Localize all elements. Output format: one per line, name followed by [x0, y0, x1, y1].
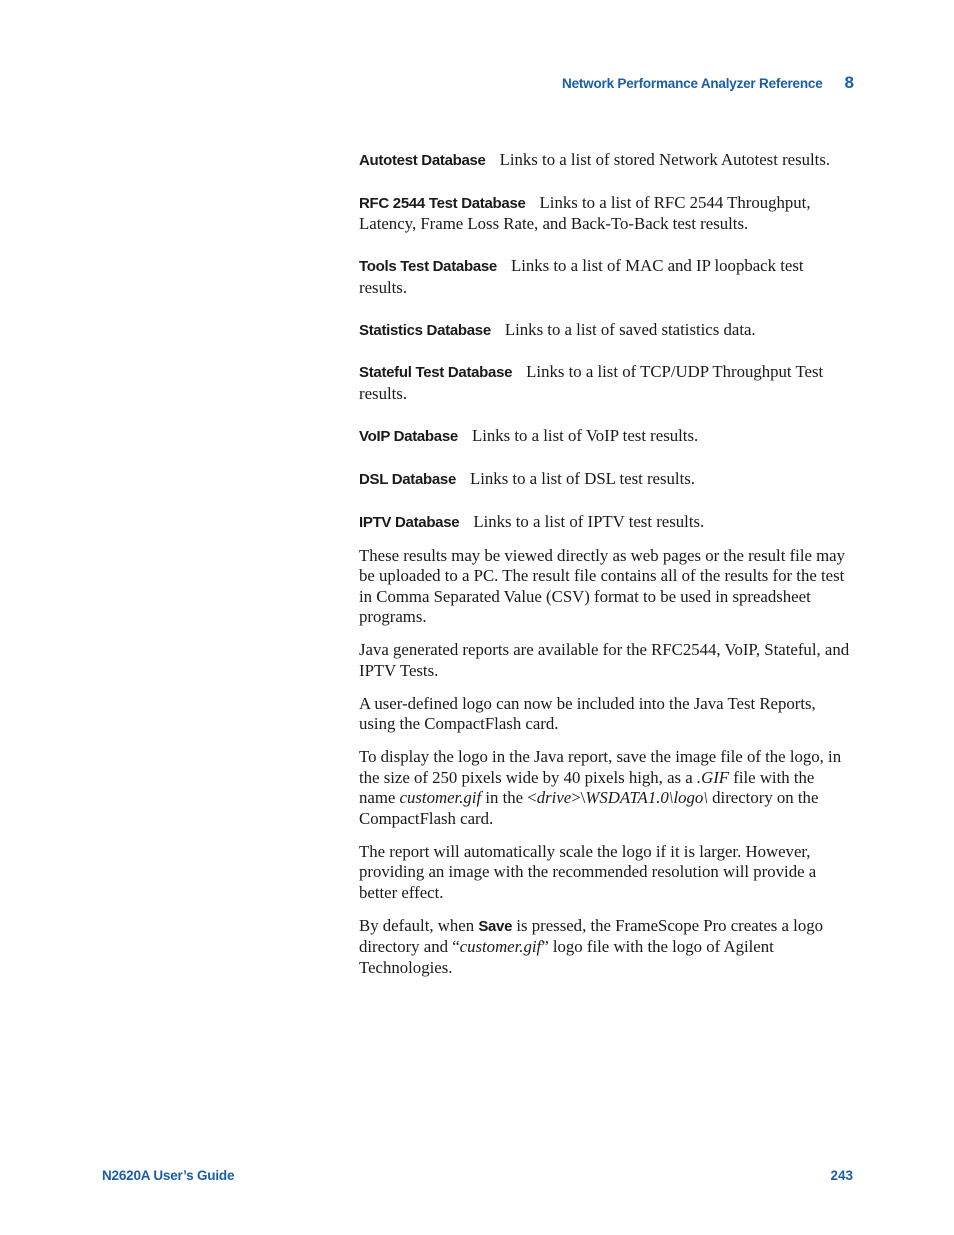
definition-autotest-database: [359, 150, 854, 171]
header-section-title: Network Performance Analyzer Reference: [562, 76, 823, 91]
text-run: By default, when: [359, 915, 479, 935]
filename: customer.gif: [399, 788, 482, 808]
definition-rfc2544-test-database: [359, 193, 854, 235]
definition-term: VoIP Database: [359, 427, 458, 445]
paragraph-logo-instructions: [359, 747, 854, 829]
definition-term: Autotest Database: [359, 152, 486, 169]
definition-text: Links to a list of TCP/UDP Throughput Test results.: [359, 362, 824, 403]
paragraph-user-logo: A user-defined logo can now be included into the Java Test Reports, using the CompactFlash card.: [359, 693, 816, 734]
directory-path: WSDATA1.0\logo\: [585, 788, 708, 808]
filename-extension: .GIF: [696, 767, 730, 787]
definition-text: Links to a list of stored Network Autotest results.: [499, 150, 831, 169]
text-run: >\: [571, 788, 586, 808]
text-run: directory on the CompactFlash card.: [359, 788, 819, 828]
definition-text: Links to a list of DSL test results.: [470, 468, 695, 488]
definition-dsl-database: [359, 469, 854, 490]
definition-term: IPTV Database: [359, 513, 460, 531]
paragraph-default-logo: [359, 916, 854, 978]
definition-text: Links to a list of RFC 2544 Throughput, Latency, Frame Loss Rate, and Back-To-Back test results.: [359, 192, 811, 234]
definition-term: Statistics Database: [359, 321, 491, 339]
path-placeholder: drive: [536, 788, 572, 808]
definition-voip-database: [359, 426, 854, 447]
header-chapter-number: 8: [844, 73, 854, 92]
save-key-label: Save: [478, 917, 513, 935]
definition-term: Tools Test Database: [359, 258, 497, 276]
text-run: is pressed, the FrameScope Pro creates a logo directory and “: [359, 915, 823, 957]
paragraph-scaling: The report will automatically scale the logo if it is larger. However, providing an image with the recommended resolution will provide a better effect.: [359, 841, 817, 902]
paragraph-results-viewing: These results may be viewed directly as web pages or the result file may be uploaded to a PC. The result file contains all of the results for the test in Comma Separated Value (CSV) format to be used in spreadsheet programs.: [359, 545, 846, 626]
definition-term: DSL Database: [359, 470, 456, 488]
text-run: <: [527, 788, 537, 808]
text-run: in the: [481, 788, 528, 808]
definition-iptv-database: [359, 512, 854, 533]
footer-guide-title: N2620A User’s Guide: [102, 1168, 235, 1183]
definition-term: RFC 2544 Test Database: [359, 194, 526, 212]
filename: customer.gif: [459, 937, 542, 957]
footer-page-number: 243: [830, 1168, 853, 1183]
text-run: To display the logo in the Java report, save the image file of the logo, in the size of 250 pixels wide by 40 pixels high, as a: [359, 747, 842, 787]
definition-text: Links to a list of saved statistics data.: [504, 319, 756, 339]
running-header: [562, 73, 854, 93]
paragraph-java-reports: Java generated reports are available for the RFC2544, VoIP, Stateful, and IPTV Tests.: [359, 640, 850, 680]
definition-stateful-test-database: [359, 362, 854, 404]
text-run: ” logo file with the logo of Agilent Technologies.: [359, 937, 774, 977]
definition-term: Stateful Test Database: [359, 364, 513, 382]
definition-statistics-database: [359, 320, 854, 341]
definition-text: Links to a list of IPTV test results.: [473, 511, 705, 531]
definition-tools-test-database: [359, 256, 854, 298]
page-content: [359, 150, 854, 991]
text-run: file with the name: [359, 767, 815, 808]
definition-text: Links to a list of VoIP test results.: [471, 425, 699, 445]
definition-text: Links to a list of MAC and IP loopback test results.: [359, 256, 804, 297]
